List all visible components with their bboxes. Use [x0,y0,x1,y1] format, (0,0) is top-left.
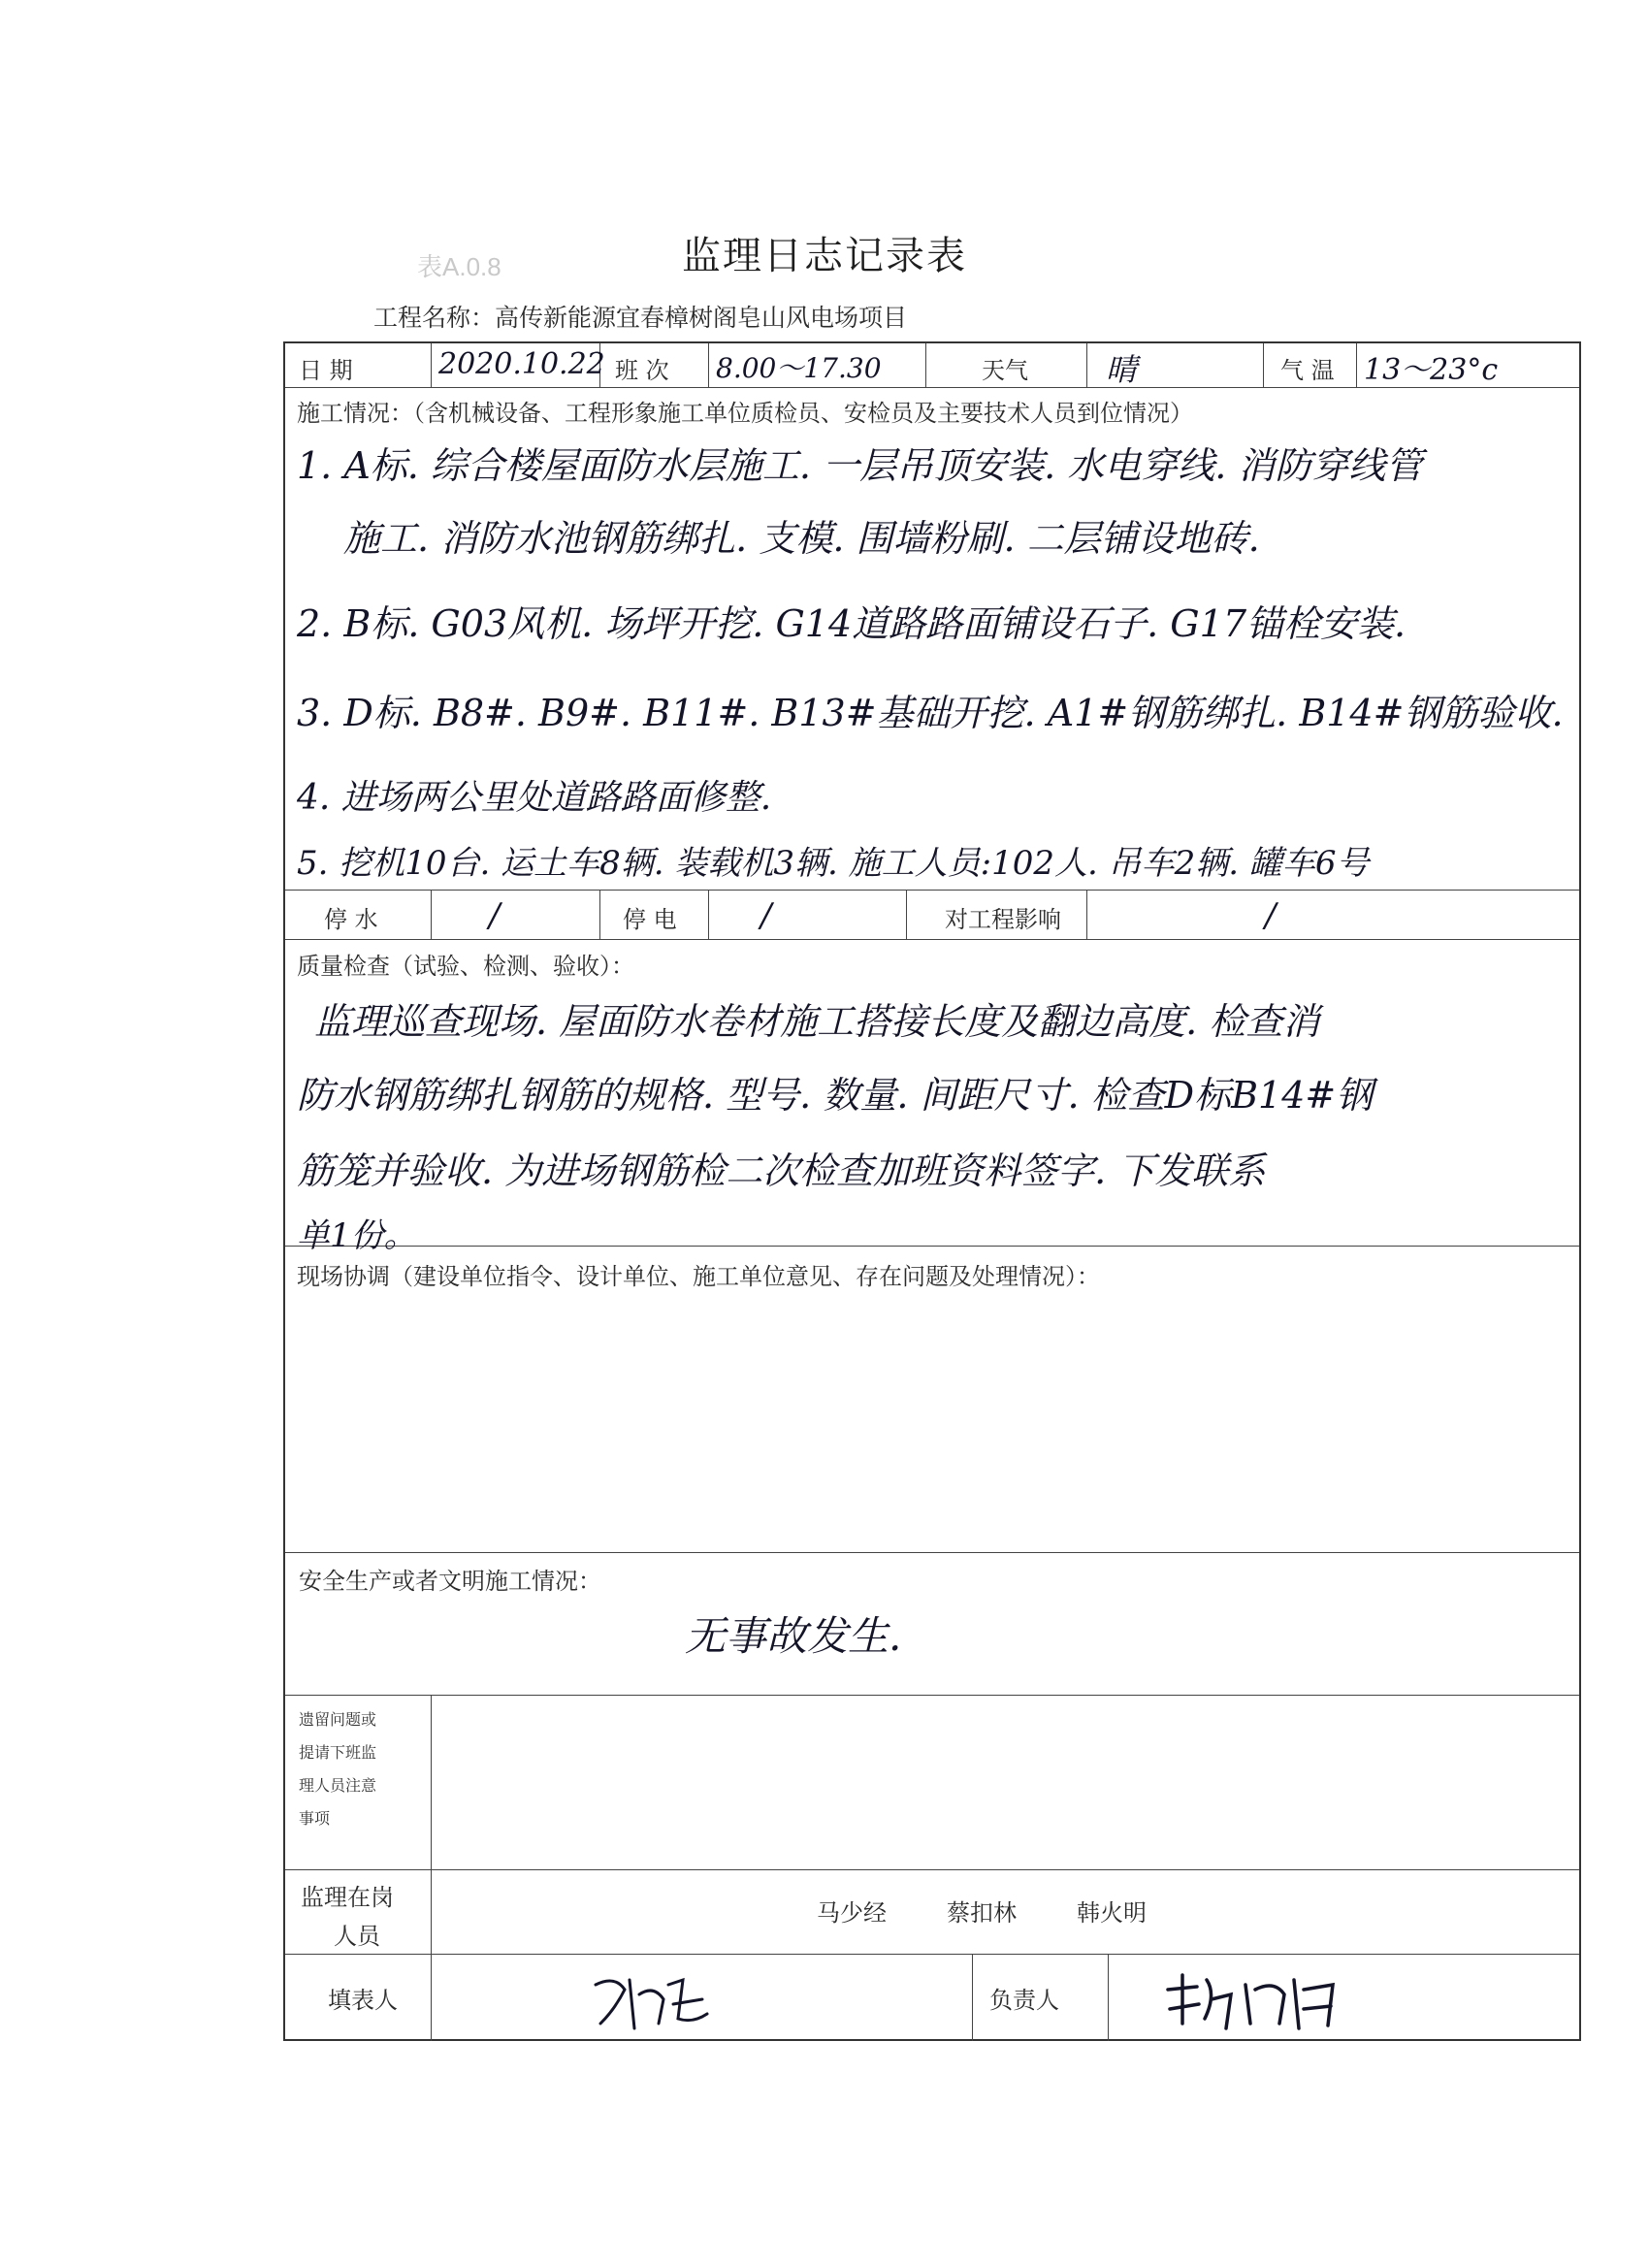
staff-label: 监理在岗 [301,1884,394,1911]
col-divider [1356,343,1357,387]
temperature-label: 气 温 [1280,357,1335,384]
water-outage-value: / [489,896,501,935]
staff-name: 蔡扣林 [947,1899,1017,1927]
row-divider [285,890,1579,891]
date-label: 日 期 [299,357,353,384]
construction-line: 施工. 消防水池钢筋绑扎. 支模. 围墙粉刷. 二层铺设地砖. [343,517,1260,560]
safety-label: 安全生产或者文明施工情况： [299,1568,601,1595]
weather-label: 天气 [982,357,1028,384]
col-divider [906,890,907,939]
responsible-signature [1158,1965,1352,2043]
remaining-label-line: 提请下班监 [299,1743,377,1762]
quality-line: 监理巡查现场. 屋面防水卷材施工搭接长度及翻边高度. 检查消 [314,1000,1320,1043]
power-outage-value: / [760,896,772,935]
power-outage-label: 停 电 [623,906,677,933]
quality-line: 单1份。 [297,1216,417,1255]
col-divider [1108,1954,1109,2041]
staff-label-line2: 人员 [334,1923,380,1950]
row-divider [285,1552,1579,1553]
remaining-label-line: 遗留问题或 [299,1710,377,1729]
quality-label: 质量检查（试验、检测、验收）： [297,953,634,980]
col-divider [1086,890,1087,939]
col-divider [599,890,600,939]
col-divider [431,890,432,939]
form-title: 监理日志记录表 [682,234,967,278]
construction-line: 5. 挖机10台. 运土车8辆. 装载机3辆. 施工人员:102人. 吊车2辆. 罐车6号 [297,844,1370,883]
log-form-table [283,341,1581,2041]
filler-label: 填表人 [328,1987,398,2014]
remaining-label-line: 事项 [299,1809,331,1828]
construction-line: 2. B标. G03风机. 场坪开挖. G14道路路面铺设石子. G17锚栓安装. [297,602,1406,645]
construction-line: 3. D标. B8#. B9#. B11#. B13#基础开挖. A1#钢筋绑扎. B14#钢筋验收. [297,692,1564,734]
ghost-header-text: 表A.0.8 [417,252,501,281]
construction-label: 施工情况：（含机械设备、工程形象施工单位质检员、安检员及主要技术人员到位情况） [297,400,1193,427]
date-value: 2020.10.22 [438,347,605,381]
responsible-label: 负责人 [989,1987,1059,2014]
temperature-value: 13～23°c [1364,353,1499,387]
col-divider [708,890,709,939]
staff-name: 马少经 [817,1899,887,1927]
col-divider [1263,343,1264,387]
remaining-issues-label [299,1703,376,1835]
project-label: 工程名称： [373,304,496,332]
construction-line: 1. A标. 综合楼屋面防水层施工. 一层吊顶安装. 水电穿线. 消防穿线管 [297,444,1423,487]
coordination-label: 现场协调（建设单位指令、设计单位、施工单位意见、存在问题及处理情况）： [297,1263,1100,1290]
weather-value: 晴 [1106,351,1138,388]
col-divider [708,343,709,387]
col-divider [431,1695,432,2041]
safety-value: 无事故发生. [685,1612,902,1660]
remaining-label-line: 理人员注意 [299,1776,377,1795]
quality-line: 筋笼并验收. 为进场钢筋检二次检查加班资料签字. 下发联系 [297,1150,1266,1192]
col-divider [972,1954,973,2041]
col-divider [431,343,432,387]
water-outage-label: 停 水 [324,906,378,933]
impact-value: / [1265,896,1277,935]
row-divider [285,1954,1579,1955]
shift-value: 8.00～17.30 [716,352,882,384]
quality-line: 防水钢筋绑扎钢筋的规格. 型号. 数量. 间距尺寸. 检查D标B14#钢 [297,1074,1374,1117]
shift-label: 班 次 [615,357,669,384]
col-divider [925,343,926,387]
construction-line: 4. 进场两公里处道路路面修整. [297,778,772,818]
project-line [373,299,907,334]
impact-label: 对工程影响 [945,906,1061,933]
col-divider [1086,343,1087,387]
filler-signature [586,1965,722,2043]
row-divider [285,1869,1579,1870]
row-divider [285,1246,1579,1247]
project-name: 高传新能源宜春樟树阁皂山风电场项目 [495,304,908,332]
staff-name: 韩火明 [1077,1899,1147,1927]
row-divider [285,1695,1579,1696]
staff-names [817,1894,1207,1928]
row-divider [285,939,1579,940]
